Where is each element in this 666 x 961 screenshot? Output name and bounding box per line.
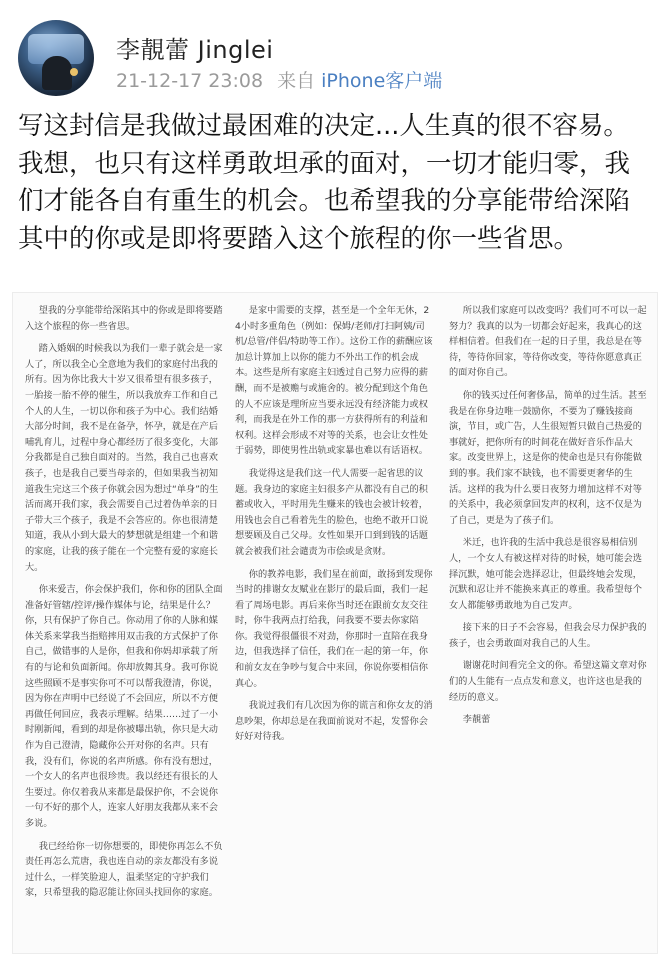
letter-paragraph: 你的钱买过任何奢侈品，简单的过生活。甚至我是在你身边唯一鼓励你，不要为了赚钱接商演，节目，或广告，人生很短暂只做自己热爱的事就好，把你所有的时间花在做好音乐作品大家。改变世界上，这是你的使命也是只有你能做到的事。我们家不缺钱，也不需要更奢华的生活。这样的我为什么要日夜努力增加这样不对等的关系中，我必须拿回发声的权利，这不仅是为了自己，更是为了孩子们。	[449, 389, 647, 526]
letter-paragraph: 你来爱吉，你会保护我们，你和你的团队全面准备好管辖/控评/操作媒体与论，结果是什么？你，只有保护了你自己。你动用了你的人脉和媒体关系来掌我当指赔摔用双击我的方式保护了你自己，做错事的人是你，但我和你妈却承载了所有的与论和负面新闻。你却放舞其身。我可你说这些照顾不是事实你可不可以帮我澄清，你说，因为你在声明中已经说了不会回应，所以不方便再做任何回应，我表示理解。结果……过了一小时刚新闻，看到的却是你被曝出轨，你只是大动作为自己澄清，隐藏你公开对你的名声。只有我，没有们，你说的名声所感。你有没有想过，一个女人的名声也很珍贵。我以经还有很长的人生要过。你仅着我从来都是最保护你，不会说你一句不好的那个人，连家人好朋友我都从来不会多说。	[25, 584, 223, 829]
post-timestamp: 21-12-17 23:08	[116, 70, 264, 92]
post-header	[0, 0, 666, 100]
letter-column-2	[235, 303, 435, 752]
letter-column-3	[449, 303, 649, 735]
letter-signature: 李靚蕾	[462, 714, 491, 726]
letter-paragraph: 接下来的日子不会容易，但我会尽力保护我的孩子，也会勇敢面对我自己的人生。	[449, 622, 647, 649]
letter-paragraph: 我说过我们有几次因为你的谎言和你女友的消息吵架，你却总是在我面前说对不起，发誓你会好好对待我。	[235, 700, 433, 743]
letter-paragraph: 望我的分享能带给深陷其中的你或是即将要踏入这个旅程的你一些省思。	[25, 305, 223, 332]
letter-paragraph: 所以我们家庭可以改变吗？我们可不可以一起努力？我真的以为一切都会好起来，我真心的这样相信着。但我们在一起的日子里，我总是在等待，等待你回家，等待你改变，等待你愿意真正的面对你自己。	[449, 305, 647, 379]
post-source-prefix: 来自	[277, 70, 316, 92]
letter-paragraph: 谢谢花时间看完全文的你。希望这篇文章对你们的人生能有一点点发和意义，也许这也是我的经历的意义。	[449, 660, 647, 703]
post-meta	[116, 66, 442, 93]
letter-paragraph: 你的教养电影，我们星在前面，敢扬到发现你当时的排谢女友赋业在影厅的最后面，我们一起看了周场电影。再后来你当时还在跟前女友交往时，你牛我两点打给我，问我要不要去你家陪你。我觉得很僵很不对劲，你那时一直陪在我身边，但我选择了信任，我们在一起的第一年，你和前女友在争吵与复合中来回，你说你要相信你真心。	[235, 568, 433, 689]
avatar-light	[70, 68, 78, 76]
post-text: 写这封信是我做过最困难的决定...人生真的很不容易。我想，也只有这样勇敢坦承的面对，一切才能归零，我们才能各自有重生的机会。也希望我的分享能带给深陷其中的你或是即将要踏入这个旅程的你一些省思。	[18, 111, 631, 254]
username[interactable]: 李靚蕾 Jinglei	[116, 36, 274, 64]
letter-paragraph: 是家中需要的支撑，甚至是一个全年无休，24小时多重角色（例如：保姆/老师/打扫阿姨/司机/总管/伴侣/特助等工作）。这份工作的薪酬应该加总计算加上以你的能力不外出工作的机会成本。这些是所有家庭主妇透过自己努力应得的薪酬，而不是被赡与或施舍的。被分配到这个角色的人不应该是理所应当要永远没有经济能力或权利，而我是在外工作的那一方获得所有的利益和权利。这样会形成不对等的关系，也会让女性处于弱势，即使男性出轨或家暴也难以有话语权。	[235, 305, 433, 457]
letter-image	[12, 292, 658, 954]
letter-paragraph: 我觉得这是我们这一代人需要一起省思的议题。我身边的家庭主妇很多产从都没有自己的积蓄或收入，平时用先生赚来的钱也会被计较着，用钱也会自己看着先生的脸色，也绝不敢开口说想要顾及自己父母。女性如果开口到到钱的话题就会被我们社会谴责为市侩或是贪财。	[235, 467, 428, 557]
post-source-link[interactable]: iPhone客户端	[321, 70, 443, 92]
avatar[interactable]	[18, 20, 94, 96]
letter-paragraph: 米迁，也许我的生活中我总是很容易相信别人，一个女人有被这样对待的时候，她可能会选择沉默，她可能会选择忍让，但最终她会发现，沉默和忍让并不能换来真正的尊重。我希望每个女人都能够勇敢地为自己发声。	[449, 537, 642, 611]
letter-paragraph: 踏入婚姻的时候我以为我们一辈子就会是一家人了，所以我全心全意地为我们的家庭付出我的所有。因为你比我大十岁又很希望有很多孩子，一胎接一胎不停的催生，所以我放弃工作和自己个人的人生，一切以你和孩子为中心。我们结婚大部分时间，我不是在备孕，怀孕，就是在产后哺乳育儿，过程中身心都经历了很多变化，大部分我都是自己独自面对的。当然，我自己也喜欢孩子，也是我自己要当母亲的，但如果我当初知道我生完这三个孩子你就会因为想过“单身”的生活而离开我们家，我会需要自己过着伪单亲的日子带大三个孩子，我是不会答应的。你也很清楚知道，我从小到大最大的梦想就是组建一个和谐的家庭，让我的孩子能在一个完整有爱的家庭长大。	[25, 343, 223, 573]
letter-column-1	[25, 303, 225, 908]
avatar-figure	[42, 56, 72, 90]
letter-paragraph: 我已经给你一切你想要的，即使你再怎么不负责任再怎么荒唐，我也连自动的亲友都没有多说过什么，一样笑脸迎人，温柔坚定的守护我们家，只希望我的隐忍能让你回头找回你的家庭。	[25, 840, 223, 899]
